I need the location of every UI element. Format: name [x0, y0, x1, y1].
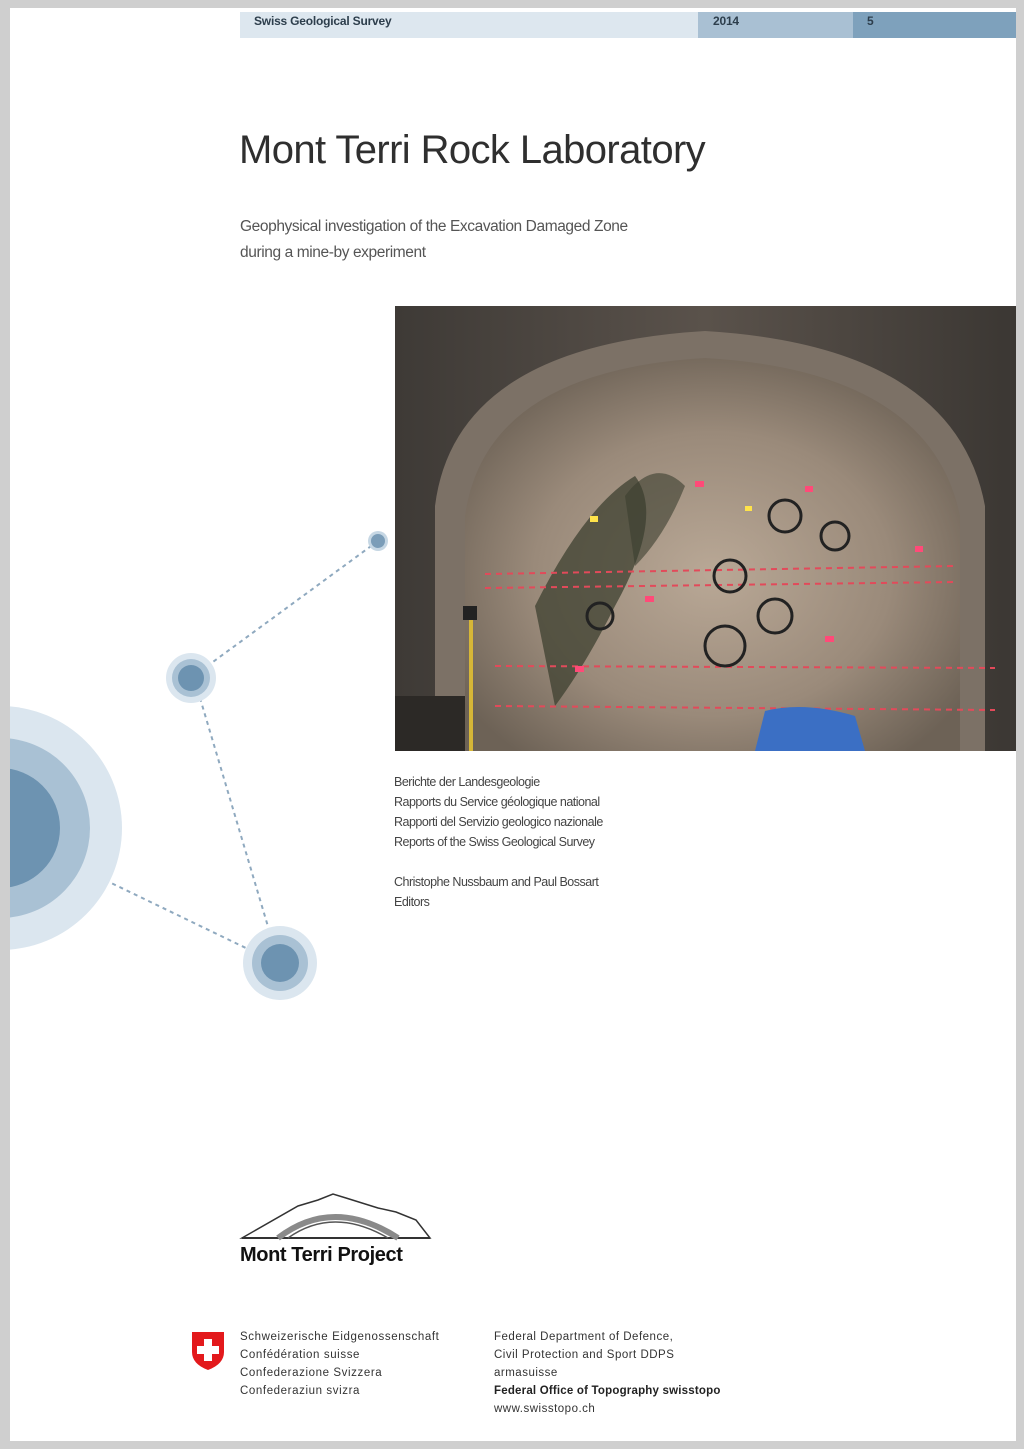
subtitle-line: Geophysical investigation of the Excavation Damaged Zone [240, 218, 628, 235]
report-title: Mont Terri Rock Laboratory [239, 128, 706, 172]
department-line-3: armasuisse [494, 1367, 558, 1379]
subtitle-line: during a mine-by experiment [240, 244, 426, 261]
editors-block [394, 872, 598, 912]
mid-node-core [178, 665, 204, 691]
decorative-circles-graphic [10, 508, 410, 1008]
series-name-it: Rapporti del Servizio geologico nazionale [394, 815, 603, 829]
small-node-top-core [371, 534, 385, 548]
series-name-de: Berichte der Landesgeologie [394, 775, 540, 789]
office-name: Federal Office of Topography swisstopo [494, 1385, 721, 1397]
header-band-number [853, 12, 1016, 38]
bottom-node-core [261, 944, 299, 982]
confederation-de: Schweizerische Eidgenossenschaft [240, 1331, 440, 1343]
confederation-it: Confederazione Svizzera [240, 1367, 383, 1379]
department-line-2: Civil Protection and Sport DDPS [494, 1349, 675, 1361]
report-cover [10, 8, 1016, 1441]
swiss-cross-icon [190, 1330, 226, 1372]
project-logo-label: Mont Terri Project [240, 1244, 403, 1266]
header-year-label: 2014 [713, 14, 739, 28]
header-series-label: Swiss Geological Survey [254, 14, 392, 28]
department-block [494, 1328, 721, 1418]
department-line-1: Federal Department of Defence, [494, 1331, 674, 1343]
series-name-fr: Rapports du Service géologique national [394, 795, 600, 809]
confederation-names [240, 1328, 439, 1400]
header-number-label: 5 [867, 14, 874, 28]
report-subtitle [240, 214, 700, 266]
office-website: www.swisstopo.ch [494, 1403, 596, 1415]
tunnel-face-photo [395, 306, 1016, 751]
editor-names: Christophe Nussbaum and Paul Bossart [394, 875, 599, 889]
mountain-bridge-logo [238, 1190, 438, 1242]
editor-role: Editors [394, 895, 430, 909]
confederation-rm: Confederaziun svizra [240, 1385, 361, 1397]
confederation-fr: Confédération suisse [240, 1349, 361, 1361]
series-name-en: Reports of the Swiss Geological Survey [394, 835, 595, 849]
series-names-list [394, 772, 603, 852]
